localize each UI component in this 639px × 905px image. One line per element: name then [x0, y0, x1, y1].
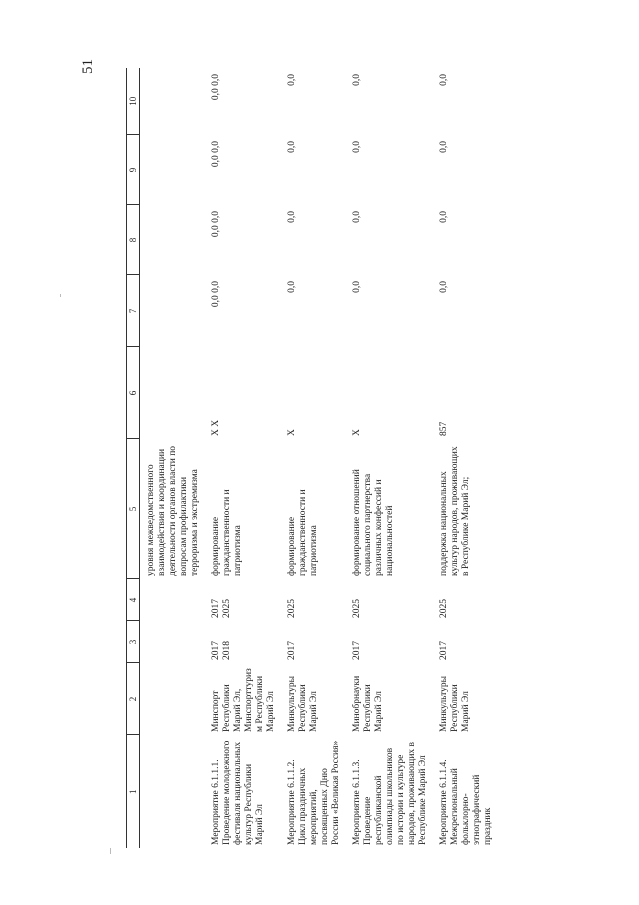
header-row [127, 68, 140, 848]
indicator-cell: 857 [439, 421, 449, 436]
col-header-8: 8 [127, 205, 140, 275]
col-header-6: 6 [127, 347, 140, 439]
executor-cell: Минкультуры Республики Марий Эл [287, 675, 319, 732]
value-cell: 0,0 [287, 211, 297, 223]
continuation-cell: уровня межведомственного взаимодействия и координации деятельности органов власти по вопросам профилактики терроризма и экстремизма [146, 445, 200, 576]
indicator-cell: X X [211, 419, 221, 436]
end-year-cell: 2017 2025 [211, 599, 232, 618]
event-cell: Мероприятие 6.1.1.3. Проведение республиканской олимпиады школьников по истории и культуре народов, проживающих в Республике Марий Эл [352, 741, 428, 845]
end-year-cell: 2025 [352, 599, 362, 618]
executor-cell: Минспорт Республики Марий Эл, Минспорттуризм Республики Марий Эл [211, 668, 276, 732]
start-year-cell: 2017 [287, 641, 297, 660]
indicator-cell: X [287, 429, 297, 436]
table-row [435, 68, 500, 848]
value-cell: 0,0 [352, 211, 362, 223]
rotated-table-wrapper [126, 68, 536, 848]
executor-cell: Минобрнауки Республики Марий Эл [352, 675, 384, 732]
value-cell: 0,0 [439, 141, 449, 153]
value-cell: 0,0 [287, 281, 297, 293]
result-cell: формирование отношений социального партнерства различных конфессий и национальностей [352, 469, 395, 576]
event-cell: Мероприятие 6.1.1.2. Цикл праздничных мероприятий, посвященных Дню России «Великая Россия» [287, 740, 341, 845]
scan-speck [60, 294, 61, 297]
value-cell: 0,0 [439, 211, 449, 223]
start-year-cell: 2017 [439, 641, 449, 660]
table-row [348, 68, 435, 848]
col-header-2: 2 [127, 663, 140, 735]
page-number: 51 [80, 59, 96, 74]
event-cell: Мероприятие 6.1.1.4. Межрегиональный фольклорно-этнографический праздник [439, 759, 493, 845]
table-row [207, 68, 283, 848]
col-header-3: 3 [127, 621, 140, 663]
value-cell: 0,0 [352, 74, 362, 86]
value-cell: 0,0 [439, 74, 449, 86]
end-year-cell: 2025 [287, 599, 297, 618]
value-cell: 0,0 0,0 [211, 74, 221, 101]
table-row-continuation [140, 68, 208, 848]
executor-cell: Минкультуры Республики Марий Эл [439, 675, 471, 732]
result-cell: формирование гражданственности и патриотизма [211, 489, 243, 576]
col-header-10: 10 [127, 68, 140, 135]
value-cell: 0,0 0,0 [211, 211, 221, 238]
indicator-cell: X [352, 429, 362, 436]
col-header-5: 5 [127, 439, 140, 579]
value-cell: 0,0 [352, 141, 362, 153]
col-header-1: 1 [127, 735, 140, 848]
result-cell: формирование гражданственности и патриотизма [287, 489, 319, 576]
program-table [126, 68, 500, 848]
col-header-7: 7 [127, 275, 140, 347]
value-cell: 0,0 0,0 [211, 281, 221, 308]
value-cell: 0,0 [439, 281, 449, 293]
value-cell: 0,0 0,0 [211, 141, 221, 168]
scan-speck [110, 848, 111, 854]
table-row [283, 68, 348, 848]
value-cell: 0,0 [287, 74, 297, 86]
start-year-cell: 2017 2018 [211, 641, 232, 660]
value-cell: 0,0 [287, 141, 297, 153]
end-year-cell: 2025 [439, 599, 449, 618]
event-cell: Мероприятие 6.1.1.1. Проведение молодежного фестиваля национальных культур Республики Марий Эл [211, 740, 265, 845]
col-header-4: 4 [127, 579, 140, 621]
col-header-9: 9 [127, 135, 140, 205]
result-cell: поддержка национальных культур народов, проживающих в Республике Марий Эл; [439, 446, 471, 576]
value-cell: 0,0 [352, 281, 362, 293]
start-year-cell: 2017 [352, 641, 362, 660]
